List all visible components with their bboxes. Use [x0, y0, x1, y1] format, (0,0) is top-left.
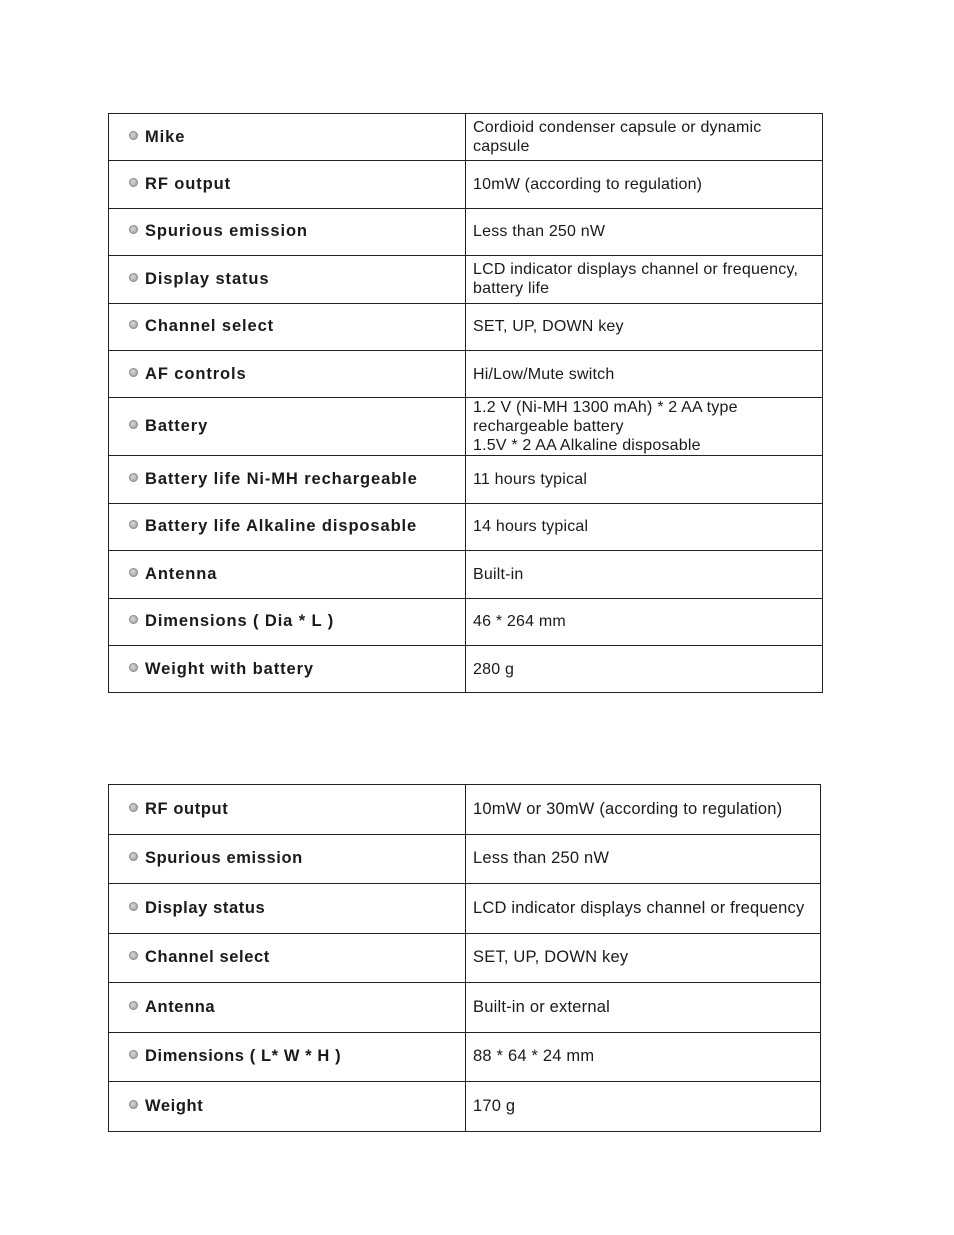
spec-value: LCD indicator displays channel or frequency: [466, 884, 821, 934]
circle-bullet-icon: [129, 902, 138, 911]
spec-label-text: Battery life Alkaline disposable: [145, 517, 418, 536]
circle-bullet-icon: [129, 568, 138, 577]
spec-label: [109, 884, 466, 934]
spec-value: 280 g: [466, 645, 823, 692]
table-row: [109, 350, 823, 397]
spec-value: 14 hours typical: [466, 503, 823, 550]
spec-label: [109, 785, 466, 835]
spec-value: SET, UP, DOWN key: [466, 933, 821, 983]
spec-label: [109, 1082, 466, 1132]
battery-line-2: 1.5V * 2 AA Alkaline disposable: [473, 437, 701, 455]
table-row: [109, 398, 823, 456]
spec-value: 11 hours typical: [466, 456, 823, 503]
spec-label-text: Spurious emission: [145, 849, 303, 868]
spec-value: Cordioid condenser capsule or dynamic capsule: [466, 114, 823, 161]
spec-value: Built-in: [466, 551, 823, 598]
spec-label-text: AF controls: [145, 364, 247, 383]
spec-label-text: Weight with battery: [145, 659, 314, 678]
spec-value: 10mW or 30mW (according to regulation): [466, 785, 821, 835]
circle-bullet-icon: [129, 178, 138, 187]
spec-label: [109, 256, 466, 303]
receiver-spec-table: [108, 784, 821, 1132]
table-row: [109, 303, 823, 350]
table-row: [109, 983, 821, 1033]
spec-label-text: Display status: [145, 269, 270, 288]
circle-bullet-icon: [129, 420, 138, 429]
spec-value: Less than 250 nW: [466, 208, 823, 255]
circle-bullet-icon: [129, 1001, 138, 1010]
spec-label-text: Channel select: [145, 317, 275, 336]
circle-bullet-icon: [129, 473, 138, 482]
spec-value: [466, 398, 823, 456]
spec-value: Less than 250 nW: [466, 834, 821, 884]
circle-bullet-icon: [129, 852, 138, 861]
battery-line-1: 1.2 V (Ni-MH 1300 mAh) * 2 AA type rechargeable battery: [473, 399, 738, 436]
table-row: [109, 551, 823, 598]
spec-label-text: Antenna: [145, 564, 218, 583]
spec-value: SET, UP, DOWN key: [466, 303, 823, 350]
table-row: [109, 1032, 821, 1082]
spec-label: [109, 598, 466, 645]
table-row: [109, 834, 821, 884]
circle-bullet-icon: [129, 225, 138, 234]
table-row: [109, 114, 823, 161]
spec-label: [109, 208, 466, 255]
spec-label-text: Spurious emission: [145, 222, 308, 241]
spec-value: Built-in or external: [466, 983, 821, 1033]
table-row: [109, 208, 823, 255]
spec-value: 10mW (according to regulation): [466, 161, 823, 208]
spec-label: [109, 1032, 466, 1082]
circle-bullet-icon: [129, 951, 138, 960]
circle-bullet-icon: [129, 1100, 138, 1109]
spec-label: [109, 350, 466, 397]
table-row: [109, 456, 823, 503]
spec-value: Hi/Low/Mute switch: [466, 350, 823, 397]
spec-label: [109, 114, 466, 161]
spec-label: [109, 503, 466, 550]
spec-label: [109, 645, 466, 692]
spec-label-text: Weight: [145, 1096, 204, 1115]
spec-value: LCD indicator displays channel or frequency, battery life: [466, 256, 823, 303]
spec-value: 46 * 264 mm: [466, 598, 823, 645]
spec-value: 170 g: [466, 1082, 821, 1132]
spec-label: [109, 551, 466, 598]
spec-label-text: Mike: [145, 127, 186, 146]
circle-bullet-icon: [129, 663, 138, 672]
spec-label: [109, 456, 466, 503]
circle-bullet-icon: [129, 368, 138, 377]
table-row: [109, 884, 821, 934]
circle-bullet-icon: [129, 320, 138, 329]
spec-value: 88 * 64 * 24 mm: [466, 1032, 821, 1082]
spec-label: [109, 161, 466, 208]
spec-label-text: Antenna: [145, 997, 216, 1016]
spec-label-text: Channel select: [145, 948, 270, 967]
spec-label: [109, 834, 466, 884]
transmitter-spec-table: [108, 113, 823, 693]
circle-bullet-icon: [129, 615, 138, 624]
circle-bullet-icon: [129, 520, 138, 529]
spec-label: [109, 303, 466, 350]
spec-label-text: Battery: [145, 417, 209, 436]
spec-label-text: Display status: [145, 898, 266, 917]
table-row: [109, 256, 823, 303]
table-row: [109, 645, 823, 692]
spec-label: [109, 398, 466, 456]
spec-label-text: RF output: [145, 175, 231, 194]
spec-label-text: Battery life Ni-MH rechargeable: [145, 470, 418, 489]
table-row: [109, 598, 823, 645]
circle-bullet-icon: [129, 803, 138, 812]
spec-label: [109, 983, 466, 1033]
table-row: [109, 785, 821, 835]
table-row: [109, 161, 823, 208]
spec-label-text: Dimensions ( Dia * L ): [145, 612, 335, 631]
spec-label: [109, 933, 466, 983]
circle-bullet-icon: [129, 131, 138, 140]
spec-label-text: RF output: [145, 799, 229, 818]
circle-bullet-icon: [129, 1050, 138, 1059]
spec-label-text: Dimensions ( L* W * H ): [145, 1047, 342, 1066]
table-row: [109, 503, 823, 550]
circle-bullet-icon: [129, 273, 138, 282]
table-row: [109, 933, 821, 983]
table-row: [109, 1082, 821, 1132]
